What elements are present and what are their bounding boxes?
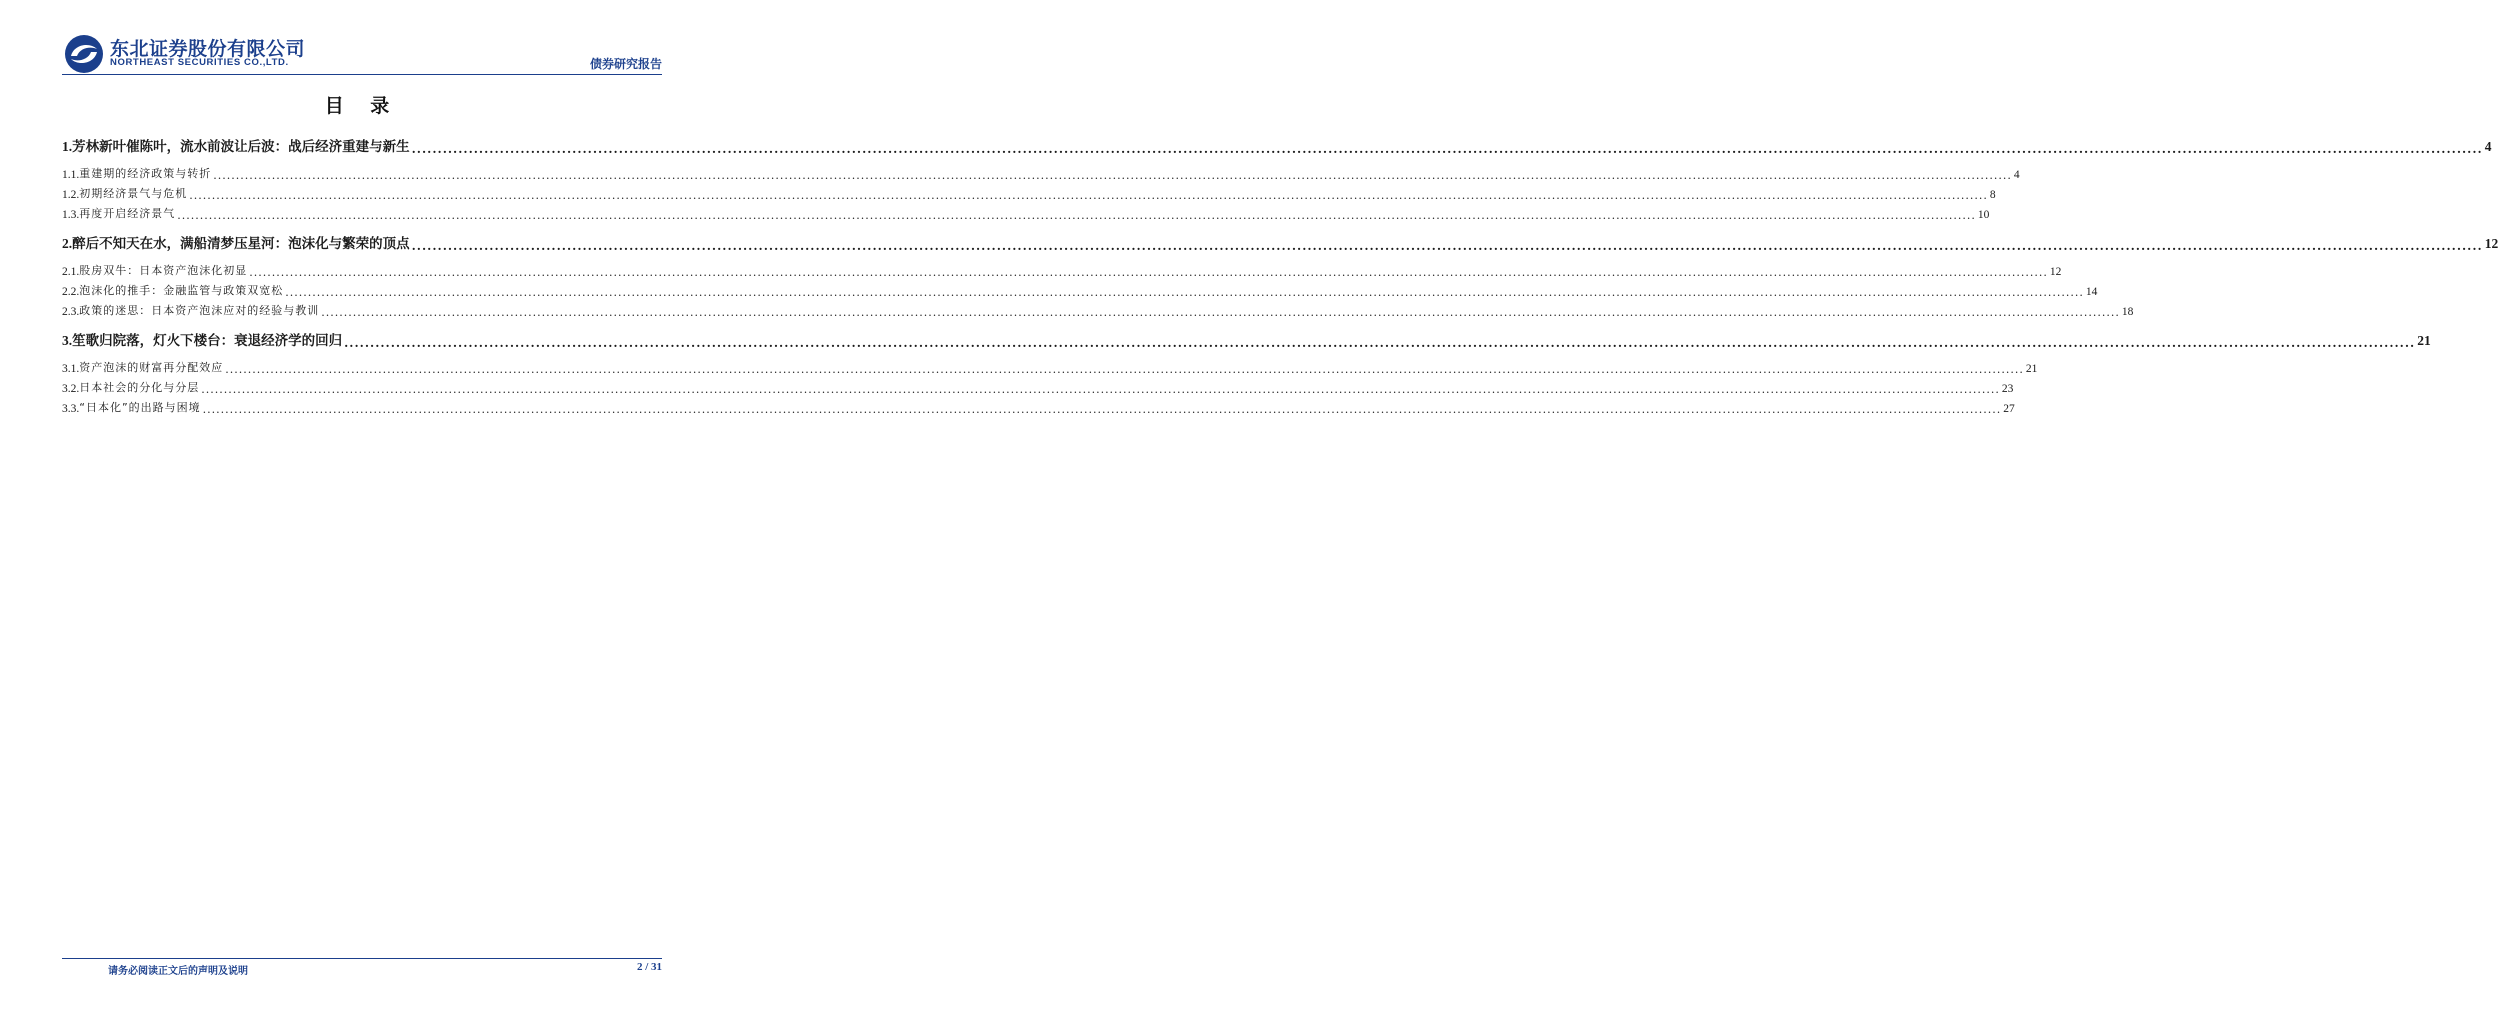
toc-dot-leader: ................................................................................................................................................................................................................................................................................................................................................................................................................ bbox=[321, 306, 2120, 319]
toc-subsection-title: 资产泡沫的财富再分配效应 bbox=[79, 361, 224, 374]
toc-subsection-page: 14 bbox=[2085, 286, 2098, 298]
toc-subsection-3-3[interactable] bbox=[62, 395, 2015, 416]
toc-subsection-page: 8 bbox=[1989, 189, 1996, 201]
toc-subsection-page: 27 bbox=[2003, 403, 2015, 415]
toc-subsection-2-3[interactable] bbox=[62, 298, 2134, 319]
toc-subsection-1-3[interactable] bbox=[62, 201, 1990, 222]
page-indicator: 2 / 31 bbox=[636, 961, 662, 973]
toc-subsection-number: 3.1. bbox=[62, 363, 80, 375]
toc-dot-leader: ................................................................................................................................................................................................................................................................................................................................................................................................................ bbox=[344, 336, 2416, 350]
toc-subsection-1-2[interactable] bbox=[62, 181, 1996, 202]
page-header bbox=[0, 0, 724, 80]
toc-subsection-3-1[interactable] bbox=[62, 355, 2038, 376]
northeast-securities-logo-icon bbox=[64, 34, 104, 74]
toc-subsection-2-1[interactable] bbox=[62, 258, 2062, 279]
toc-dot-leader: ................................................................................................................................................................................................................................................................................................................................................................................................................ bbox=[225, 363, 2024, 376]
toc-dot-leader: ................................................................................................................................................................................................................................................................................................................................................................................................................ bbox=[213, 169, 2012, 182]
toc-subsection-number: 1.3. bbox=[62, 209, 80, 221]
toc-subsection-number: 2.2. bbox=[62, 286, 80, 298]
toc-subsection-3-2[interactable] bbox=[62, 375, 2014, 396]
toc-subsection-page: 18 bbox=[2121, 306, 2134, 318]
toc-subsection-number: 2.1. bbox=[62, 266, 80, 278]
toc-subsection-number: 2.3. bbox=[62, 306, 80, 318]
toc-subsection-title: 初期经济景气与危机 bbox=[79, 187, 188, 200]
toc-dot-leader: ................................................................................................................................................................................................................................................................................................................................................................................................................ bbox=[202, 403, 2002, 416]
toc-section-title: 笙歌归院落，灯火下楼台：衰退经济学的回归 bbox=[72, 333, 343, 349]
toc-section-title: 醉后不知天在水，满船清梦压星河：泡沫化与繁荣的顶点 bbox=[72, 236, 410, 252]
toc-section-3[interactable] bbox=[62, 325, 2431, 350]
toc-subsection-2-2[interactable] bbox=[62, 278, 2098, 299]
table-of-contents bbox=[62, 126, 2498, 417]
toc-section-2[interactable] bbox=[62, 228, 2498, 253]
toc-subsection-title: 股房双牛：日本资产泡沫化初显 bbox=[79, 264, 248, 277]
toc-subsection-number: 3.2. bbox=[62, 383, 80, 395]
toc-subsection-page: 12 bbox=[2049, 266, 2062, 278]
toc-subsection-title: 政策的迷思：日本资产泡沫应对的经验与教训 bbox=[79, 304, 320, 317]
toc-subsection-title: 重建期的经济政策与转折 bbox=[79, 167, 212, 180]
toc-dot-leader: ................................................................................................................................................................................................................................................................................................................................................................................................................ bbox=[177, 209, 1976, 222]
report-type-label: 债券研究报告 bbox=[589, 57, 662, 71]
toc-dot-leader: ................................................................................................................................................................................................................................................................................................................................................................................................................ bbox=[411, 239, 2483, 253]
toc-dot-leader: ................................................................................................................................................................................................................................................................................................................................................................................................................ bbox=[285, 286, 2084, 299]
toc-subsection-title: 再度开启经济景气 bbox=[79, 207, 176, 220]
toc-subsection-page: 4 bbox=[2013, 169, 2020, 181]
toc-dot-leader: ................................................................................................................................................................................................................................................................................................................................................................................................................ bbox=[249, 266, 2048, 279]
toc-subsection-page: 10 bbox=[1977, 209, 1990, 221]
toc-section-page: 21 bbox=[2417, 333, 2431, 348]
toc-subsection-title: 泡沫化的推手：金融监管与政策双宽松 bbox=[79, 284, 284, 297]
toc-section-number: 1. bbox=[62, 139, 73, 154]
toc-subsection-page: 23 bbox=[2001, 383, 2014, 395]
footer-divider bbox=[62, 958, 662, 959]
toc-subsection-number: 1.1. bbox=[62, 169, 80, 181]
toc-subsection-1-1[interactable] bbox=[62, 161, 2020, 182]
toc-subsection-page: 21 bbox=[2025, 363, 2038, 375]
toc-subsection-number: 1.2. bbox=[62, 189, 80, 201]
toc-dot-leader: ................................................................................................................................................................................................................................................................................................................................................................................................................ bbox=[201, 383, 2000, 396]
toc-dot-leader: ................................................................................................................................................................................................................................................................................................................................................................................................................ bbox=[411, 142, 2483, 156]
company-name-en: NORTHEAST SECURITIES CO.,LTD. bbox=[110, 57, 289, 68]
header-divider bbox=[62, 74, 662, 75]
footer-disclaimer: 请务必阅读正文后的声明及说明 bbox=[108, 966, 248, 977]
toc-section-title: 芳林新叶催陈叶，流水前波让后波：战后经济重建与新生 bbox=[72, 139, 410, 155]
toc-section-number: 3. bbox=[62, 333, 73, 348]
toc-subsection-number: 3.3. bbox=[62, 403, 80, 415]
toc-section-number: 2. bbox=[62, 236, 73, 251]
toc-section-page: 12 bbox=[2484, 236, 2498, 251]
toc-section-1[interactable] bbox=[62, 131, 2492, 156]
company-name-cn: 东北证券股份有限公司 bbox=[110, 38, 306, 60]
toc-dot-leader: ................................................................................................................................................................................................................................................................................................................................................................................................................ bbox=[189, 189, 1988, 202]
toc-section-page: 4 bbox=[2484, 139, 2492, 154]
toc-title: 目 录 bbox=[324, 95, 400, 117]
toc-subsection-title: “日本化”的出路与困境 bbox=[79, 401, 201, 414]
toc-subsection-title: 日本社会的分化与分层 bbox=[79, 381, 200, 394]
